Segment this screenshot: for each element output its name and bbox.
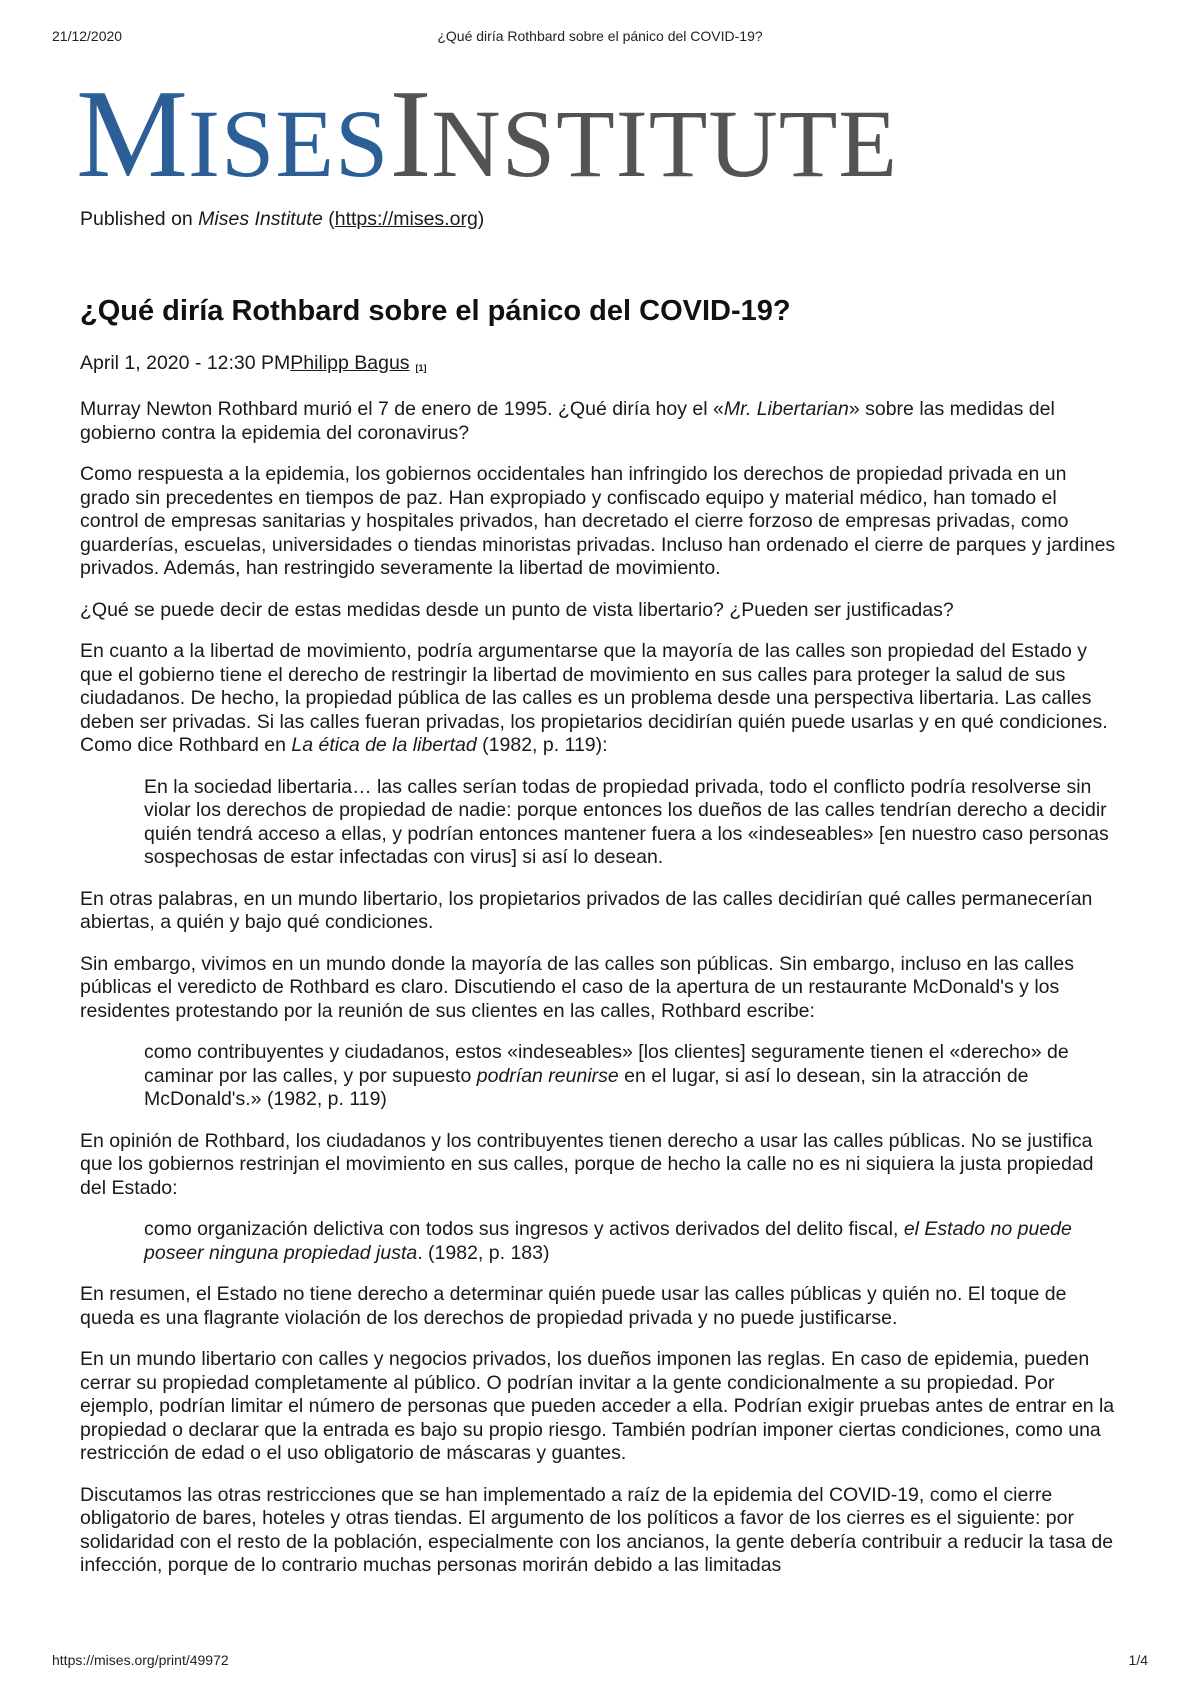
print-date: 21/12/2020	[52, 28, 123, 44]
author-link[interactable]: Philipp Bagus	[290, 351, 410, 374]
article-date: April 1, 2020 - 12:30 PM	[80, 351, 291, 374]
print-page-title: ¿Qué diría Rothbard sobre el pánico del COVID-19?	[437, 28, 763, 44]
article-title: ¿Qué diría Rothbard sobre el pánico del COVID-19?	[80, 294, 791, 327]
print-url: https://mises.org/print/49972	[52, 1652, 229, 1668]
paragraph-7: En opinión de Rothbard, los ciudadanos y los contribuyentes tienen derecho a usar las calles públicas. No se justifica que los gobiernos restrinjan el movimiento en sus calles, porque de hecho la calle no es ni siquiera la justa propiedad del Estado:	[80, 1129, 1094, 1199]
page-number: 1/4	[1128, 1652, 1148, 1668]
blockquote-3: como organización delictiva con todos sus ingresos y activos derivados del delito fiscal, el Estado no puede poseer ninguna propiedad justa. (1982, p. 183)	[144, 1218, 1072, 1264]
published-line: Published on Mises Institute (https://mises.org)	[80, 208, 485, 230]
author-footnote-ref[interactable]: [1]	[415, 362, 427, 373]
paragraph-3: ¿Qué se puede decir de estas medidas desde un punto de vista libertario? ¿Pueden ser justificadas?	[80, 598, 954, 621]
paragraph-6: Sin embargo, vivimos en un mundo donde la mayoría de las calles son públicas. Sin embargo, incluso en las calles públicas el veredicto de Rothbard es claro. Discutiendo el caso de la apertura de un restaurante McDonald's y los residentes protestando por la reunión de sus clientes en las calles, Rothbard escribe:	[80, 952, 1074, 1022]
paragraph-5: En otras palabras, en un mundo libertario, los propietarios privados de las calles decidirían qué calles permanecerían abiertas, a quién y bajo qué condiciones.	[80, 887, 1093, 933]
mises-institute-logo	[76, 65, 1156, 204]
paragraph-1: Murray Newton Rothbard murió el 7 de enero de 1995. ¿Qué diría hoy el «Mr. Libertarian» sobre las medidas del gobierno contra la epidemia del coronavirus?	[80, 398, 1055, 444]
blockquote-2: como contribuyentes y ciudadanos, estos «indeseables» [los clientes] seguramente tienen el «derecho» de caminar por las calles, y por supuesto podrían reunirse en el lugar, si así lo desean, sin la atracción de McDonald's.» (1982, p. 119)	[144, 1041, 1069, 1110]
logo-institute: INSTITUTE	[389, 65, 898, 204]
paragraph-10: Discutamos las otras restricciones que se han implementado a raíz de la epidemia del COVID-19, como el cierre obligatorio de bares, hoteles y otras tiendas. El argumento de los políticos a favor de los cierres es el siguiente: por solidaridad con el resto de la población, especialmente con los ancianos, la gente debería contribuir a reducir la tasa de infección, porque de lo contrario muchas personas morirán debido a las limitadas	[80, 1483, 1114, 1576]
article-content	[80, 208, 1120, 1578]
paragraph-2: Como respuesta a la epidemia, los gobiernos occidentales han infringido los derechos de propiedad privada en un grado sin precedentes en tiempos de paz. Han expropiado y confiscado equipo y material médico, han tomado el control de empresas sanitarias y hospitales privados, han decretado el cierre forzoso de empresas privadas, como guarderías, escuelas, universidades o tiendas minoristas privadas. Incluso han ordenado el cierre de parques y jardines privados. Además, han restringido severamente la libertad de movimiento.	[80, 463, 1116, 579]
paragraph-4: En cuanto a la libertad de movimiento, podría argumentarse que la mayoría de las calles son propiedad del Estado y que el gobierno tiene el derecho de restringir la libertad de movimiento en sus calles para proteger la salud de sus ciudadanos. De hecho, la propiedad pública de las calles es un problema desde una perspectiva libertaria. Las calles deben ser privadas. Si las calles fueran privadas, los propietarios decidirían quién puede usarlas y en qué condiciones. Como dice Rothbard en La ética de la libertad (1982, p. 119):	[80, 640, 1108, 756]
print-header	[52, 28, 1148, 48]
blockquote-1: En la sociedad libertaria… las calles serían todas de propiedad privada, todo el conflicto podría resolverse sin violar los derechos de propiedad de nadie: porque entonces los dueños de las calles tendrían derecho a decidir quién tendrá acceso a ellas, y podrían entonces mantener fuera a los «indeseables» [en nuestro caso personas sospechosas de estar infectadas con virus] si así lo desean.	[144, 775, 1109, 868]
paragraph-8: En resumen, el Estado no tiene derecho a determinar quién puede usar las calles públicas y quién no. El toque de queda es una flagrante violación de los derechos de propiedad privada y no puede justificarse.	[80, 1283, 1067, 1329]
site-name: Mises Institute	[198, 208, 323, 230]
article-meta	[80, 352, 1120, 381]
site-link[interactable]: https://mises.org	[334, 208, 478, 230]
paragraph-9: En un mundo libertario con calles y negocios privados, los dueños imponen las reglas. En caso de epidemia, pueden cerrar su propiedad completamente al público. O podrían invitar a la gente condicionalmente a su propiedad. Por ejemplo, podrían limitar el número de personas que pueden acceder a ella. Podrían exigir pruebas antes de entrar en la propiedad o declarar que la entrada es bajo su propio riesgo. También podrían imponer ciertas condiciones, como una restricción de edad o el uso obligatorio de máscaras y guantes.	[80, 1348, 1115, 1464]
logo-mises: MISES	[76, 65, 390, 204]
